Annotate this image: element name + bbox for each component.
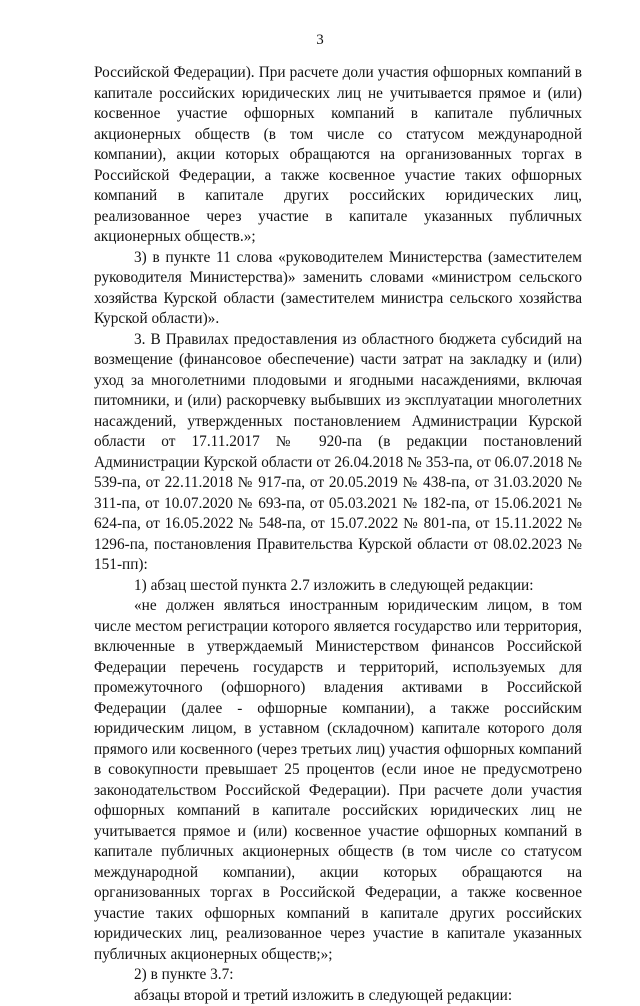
page-number: 3: [0, 31, 640, 49]
document-body: [94, 63, 582, 1006]
paragraph-offshore-continuation: Российской Федерации). При расчете доли участия офшорных компаний в капитале российских юридических лиц не учитывается прямое и (или) косвенное участие офшорных компаний в капитале публичных акционерных обществ (в том числе со статусом международной компании), акции которых обращаются на организованных торгах в Российской Федерации, а также косвенное участие таких офшорных компаний в капитале других российских юридических лиц, реализованное через участие в капитале указанных публичных акционерных обществ.»;: [94, 63, 582, 248]
paragraph-section-3-rules: 3. В Правилах предоставления из областного бюджета субсидий на возмещение (финансовое обеспечение) части затрат на закладку и (или) уход за многолетними плодовыми и ягодными насаждениями, включая питомники, и (или) раскорчевку выбывших из эксплуатации многолетних насаждений, утвержденных постановлением Администрации Курской области от 17.11.2017 № 920-па (в редакции постановлений Администрации Курской области от 26.04.2018 № 353-па, от 06.07.2018 № 539-па, от 22.11.2018 № 917-па, от 20.05.2019 № 438-па, от 31.03.2020 № 311-па, от 10.07.2020 № 693-па, от 05.03.2021 № 182-па, от 15.06.2021 № 624-па, от 16.05.2022 № 548-па, от 15.07.2022 № 801-па, от 15.11.2022 № 1296-па, постановления Правительства Курской области от 08.02.2023 № 151-пп):: [94, 330, 582, 576]
paragraph-item-3-point-11: 3) в пункте 11 слова «руководителем Министерства (заместителем руководителя Министерства)» заменить словами «министром сельского хозяйства Курской области (заместителем министра сельского хозяйства Курской области)».: [94, 248, 582, 330]
paragraph-subitem-2-text: абзацы второй и третий изложить в следующей редакции:: [94, 986, 582, 1006]
paragraph-subitem-2: 2) в пункте 3.7:: [94, 965, 582, 986]
paragraph-quoted-requirement: «не должен являться иностранным юридическим лицом, в том числе местом регистрации которого является государство или территория, включенные в утверждаемый Министерством финансов Российской Федерации перечень государств и территорий, используемых для промежуточного (офшорного) владения активами в Российской Федерации (далее - офшорные компании), а также российским юридическим лицом, в уставном (складочном) капитале которого доля прямого или косвенного (через третьих лиц) участия офшорных компаний в совокупности превышает 25 процентов (если иное не предусмотрено законодательством Российской Федерации). При расчете доли участия офшорных компаний в капитале российских юридических лиц не учитывается прямое и (или) косвенное участие офшорных компаний в капитале публичных акционерных обществ (в том числе со статусом международной компании), акции которых обращаются на организованных торгах в Российской Федерации, а также косвенное участие таких офшорных компаний в капитале других российских юридических лиц, реализованное через участие в капитале указанных публичных акционерных обществ;»;: [94, 596, 582, 965]
paragraph-subitem-1: 1) абзац шестой пункта 2.7 изложить в следующей редакции:: [94, 576, 582, 597]
